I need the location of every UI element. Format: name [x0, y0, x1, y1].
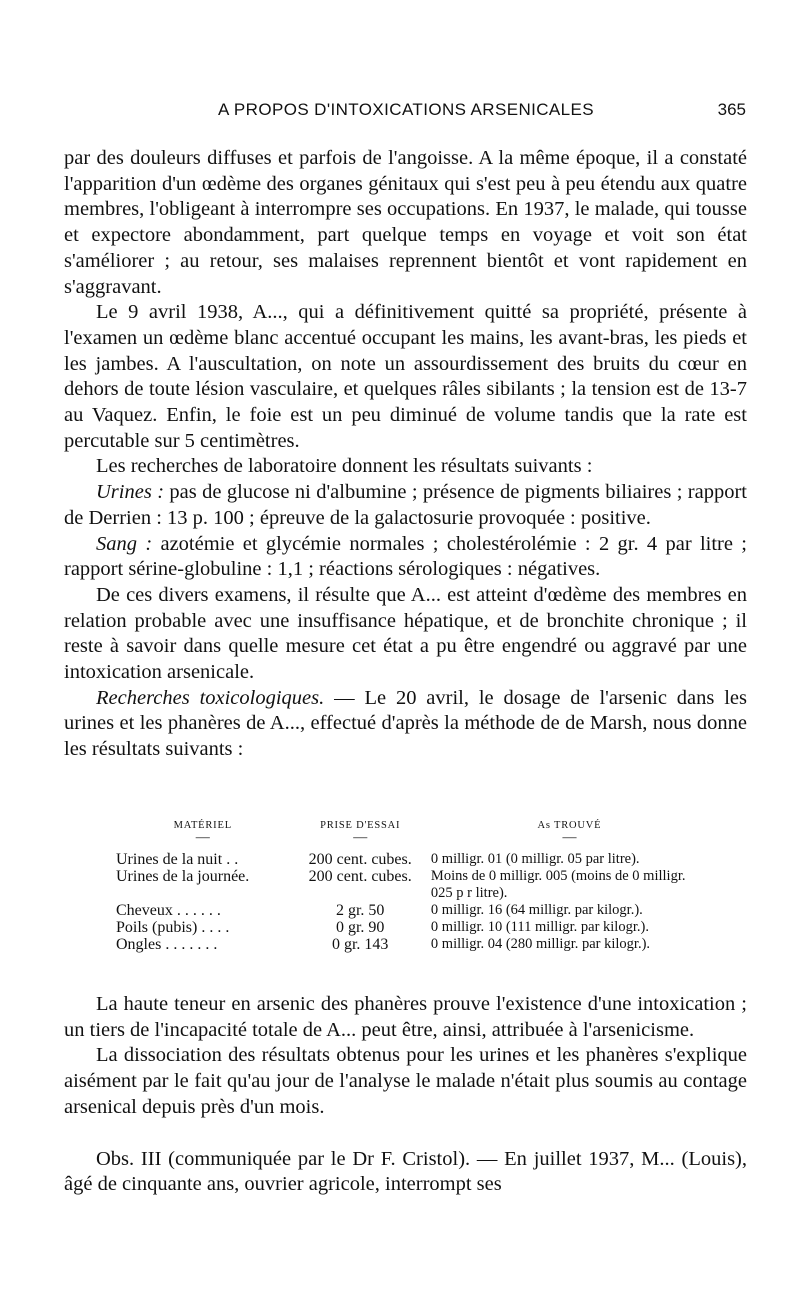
paragraph-dissociation: La dissociation des résultats obtenus pour les urines et les phanères s'explique aisément par le fait qu'au jour de l'analyse le malade n'était plus soumis au contage arsenical depuis près d'un mois. — [64, 1044, 747, 1118]
header-as-trouve: As TROUVÉ — — [537, 820, 602, 845]
table-row — [112, 919, 712, 936]
page-number: 365 — [717, 100, 746, 119]
paragraph-observation: Obs. III (communiquée par le Dr F. Cristol). — En juillet 1937, M... (Louis), âgé de cinquante ans, ouvrier agricole, interrompt ses — [64, 1147, 747, 1196]
toxicology-text: — Le 20 avril, le dosage de l'arsenic dans les urines et les phanères de A..., effectué d'après la méthode de de Marsh, nous donne les résultats suivants : — [64, 686, 747, 761]
paragraph-conclusion: De ces divers examens, il résulte que A... est atteint d'œdème des membres en relation probable avec une insuffisance hépatique, et de bronchite chronique ; il reste à savoir dans quelle mesure cet état a pu être engendré ou aggravé par une intoxication arsenicale. — [64, 583, 747, 684]
sang-label: Sang : — [96, 532, 153, 555]
cell-materiel: Cheveux . . . . . . — [116, 902, 221, 919]
table-row — [112, 851, 712, 868]
cell-resultat: Moins de 0 milligr. 005 (moins de 0 milligr. 025 p r litre). — [430, 868, 686, 901]
cell-prise: 0 gr. 143 — [331, 936, 389, 953]
cell-prise: 200 cent. cubes. — [308, 851, 412, 868]
paragraph-lab-intro: Les recherches de laboratoire donnent les résultats suivants : — [96, 455, 593, 478]
toxicology-label: Recherches toxicologiques. — [96, 686, 325, 709]
table-row — [112, 936, 712, 953]
table-row — [112, 902, 712, 919]
paragraph-interpretation: La haute teneur en arsenic des phanères prouve l'existence d'une intoxication ; un tiers de l'incapacité totale de A... peut être, ainsi, attribuée à l'arsenicisme. — [64, 993, 747, 1041]
cell-resultat: 0 milligr. 01 (0 milligr. 05 par litre). — [430, 851, 640, 867]
urines-text: pas de glucose ni d'albumine ; présence de pigments biliaires ; rapport de Derrien : 13 p. 100 ; épreuve de la galactosurie provoquée : positive. — [64, 481, 747, 529]
cell-prise: 0 gr. 90 — [335, 919, 385, 936]
cell-materiel: Poils (pubis) . . . . — [116, 919, 230, 936]
running-title: A PROPOS D'INTOXICATIONS ARSENICALES — [218, 100, 594, 119]
paragraph-toxicology — [64, 686, 747, 763]
header-prise: PRISE D'ESSAI — — [320, 820, 401, 845]
cell-materiel: Ongles . . . . . . . — [116, 936, 218, 953]
body-text-bottom — [64, 992, 747, 1198]
cell-prise: 2 gr. 50 — [335, 902, 385, 919]
paragraph-sang — [64, 532, 747, 583]
cell-materiel: Urines de la nuit . . — [116, 851, 239, 868]
cell-resultat: 0 milligr. 04 (280 milligr. par kilogr.). — [430, 936, 651, 952]
cell-prise: 200 cent. cubes. — [308, 868, 412, 885]
table-row — [112, 868, 712, 902]
header-materiel: MATÉRIEL — — [173, 820, 232, 845]
paragraph-examination: Le 9 avril 1938, A..., qui a définitivement quitté sa propriété, présente à l'examen un œdème blanc accentué occupant les mains, les avant-bras, les pieds et les jambes. A l'auscultation, on note un assourdissement des bruits du cœur en dehors de toute lésion vasculaire, et quelques râles sibilants ; la tension est de 13-7 au Vaquez. Enfin, le foie est un peu diminué de volume tandis que la rate est percutable sur 5 centimètres. — [64, 301, 747, 452]
cell-resultat: 0 milligr. 10 (111 milligr. par kilogr.). — [430, 919, 649, 935]
paragraph-continued: par des douleurs diffuses et parfois de l'angoisse. A la même époque, il a constaté l'apparition d'un œdème des organes génitaux qui s'est peu à peu étendu aux quatre membres, l'obligeant à interrompre ses occupations. En 1937, le malade, qui tousse et expectore abondamment, part quelque temps en voyage et voit son état s'améliorer ; au retour, ses malaises reprennent bientôt et vont rapidement en s'aggravant. — [64, 147, 747, 298]
urines-label: Urines : — [96, 481, 165, 504]
sang-text: azotémie et glycémie normales ; cholestérolémie : 2 gr. 4 par litre ; rapport sérine-globuline : 1,1 ; réactions sérologiques : négatives. — [64, 532, 747, 581]
paragraph-urines — [64, 480, 747, 531]
cell-resultat: 0 milligr. 16 (64 milligr. par kilogr.). — [430, 902, 643, 918]
table-header-row — [112, 820, 712, 845]
cell-materiel: Urines de la journée. — [116, 868, 250, 885]
arsenic-results-table — [112, 820, 712, 953]
running-head — [66, 100, 746, 130]
body-text-top — [64, 146, 747, 763]
